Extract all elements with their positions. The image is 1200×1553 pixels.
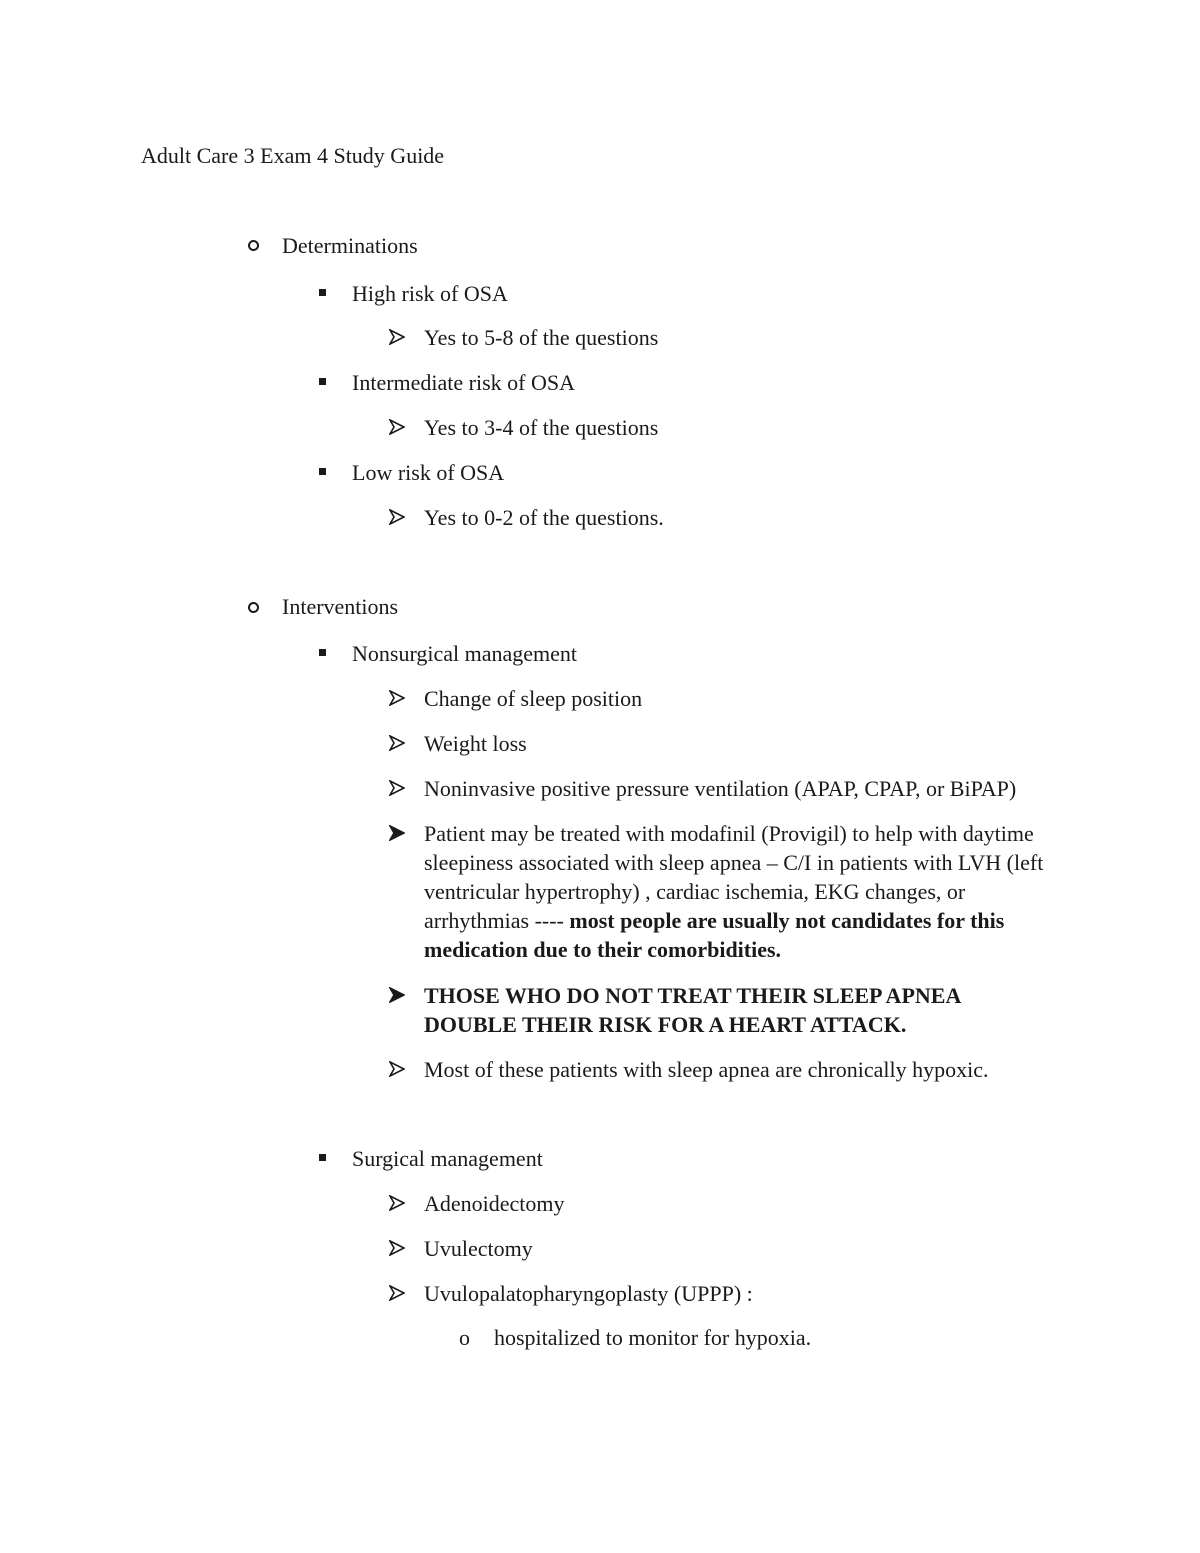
square-bullet-icon — [319, 289, 326, 296]
surgical-heading: Surgical management — [352, 1146, 543, 1171]
surgical-item-uvulectomy: Uvulectomy — [424, 1236, 533, 1261]
determinations-heading: Determinations — [282, 233, 418, 258]
arrowhead-bullet-icon — [389, 780, 405, 796]
arrowhead-bullet-icon — [389, 1061, 405, 1077]
high-risk-item: High risk of OSA — [352, 281, 508, 306]
arrowhead-bullet-icon — [389, 419, 405, 435]
intermediate-risk-item: Intermediate risk of OSA — [352, 370, 575, 395]
arrowhead-bullet-icon — [389, 987, 405, 1003]
nonsurgical-item-sleep-position: Change of sleep position — [424, 686, 643, 711]
nonsurgical-heading: Nonsurgical management — [352, 641, 578, 666]
arrowhead-bullet-icon — [389, 1240, 405, 1256]
nonsurgical-item-weight-loss: Weight loss — [424, 731, 527, 756]
square-bullet-icon — [319, 649, 326, 656]
arrowhead-bullet-icon — [389, 1195, 405, 1211]
uppp-subitem-hospitalized: hospitalized to monitor for hypoxia. — [494, 1325, 812, 1350]
arrowhead-bullet-icon — [389, 1285, 405, 1301]
hollow-circle-bullet-icon — [248, 602, 259, 613]
low-risk-detail: Yes to 0-2 of the questions. — [424, 505, 664, 530]
nonsurgical-item-heart-attack-warning: THOSE WHO DO NOT TREAT THEIR SLEEP APNEA DOUBLE THEIR RISK FOR A HEART ATTACK. — [424, 983, 961, 1037]
arrowhead-bullet-icon — [389, 509, 405, 525]
high-risk-detail: Yes to 5-8 of the questions — [424, 325, 659, 350]
arrowhead-bullet-icon — [389, 690, 405, 706]
modafinil-bold-note: most people are usually not candidates for this medication due to their comorbidities. — [424, 908, 1005, 962]
low-risk-item: Low risk of OSA — [352, 460, 505, 485]
intermediate-risk-detail: Yes to 3-4 of the questions — [424, 415, 659, 440]
arrowhead-bullet-icon — [389, 735, 405, 751]
nonsurgical-item-modafinil — [424, 819, 1054, 964]
square-bullet-icon — [319, 1154, 326, 1161]
arrowhead-bullet-icon — [389, 329, 405, 345]
nonsurgical-item-niv: Noninvasive positive pressure ventilation (APAP, CPAP, or BiPAP) — [424, 776, 1017, 801]
sub-bullet-marker: o — [459, 1325, 470, 1350]
surgical-item-adenoidectomy: Adenoidectomy — [424, 1191, 565, 1216]
square-bullet-icon — [319, 468, 326, 475]
arrowhead-bullet-icon — [389, 825, 405, 841]
surgical-item-uppp: Uvulopalatopharyngoplasty (UPPP) : — [424, 1281, 753, 1306]
document-title: Adult Care 3 Exam 4 Study Guide — [141, 143, 445, 168]
modafinil-text: Patient may be treated with modafinil (Provigil) to help with daytime sleepiness associated with sleep apnea – C/I in patients with LVH (left ventricular hypertrophy) , cardiac ischemia, EKG changes, or arrhythmias ---- — [424, 821, 1044, 933]
interventions-heading: Interventions — [282, 594, 399, 619]
hollow-circle-bullet-icon — [248, 240, 259, 251]
nonsurgical-item-hypoxic: Most of these patients with sleep apnea are chronically hypoxic. — [424, 1057, 989, 1082]
square-bullet-icon — [319, 378, 326, 385]
